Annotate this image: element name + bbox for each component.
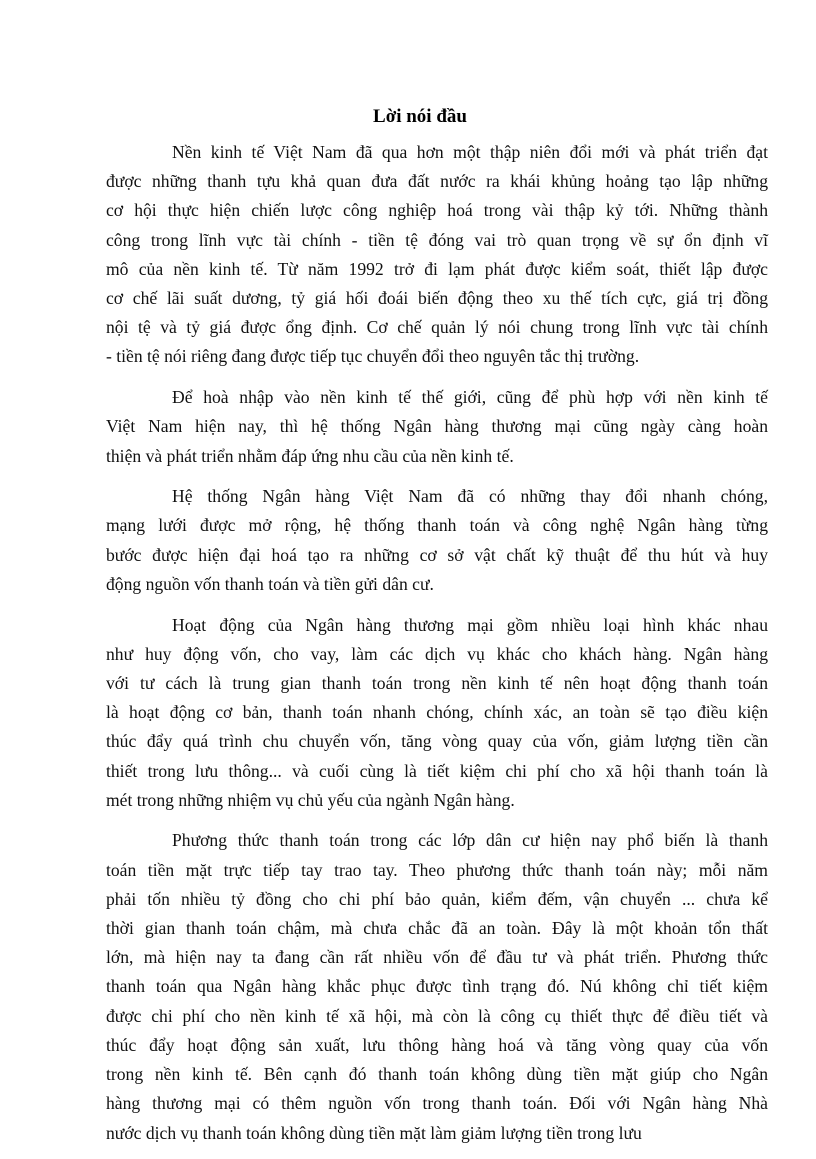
text-line: Hoạt động của Ngân hàng thương mại gồm nhiều loại hình khác nhau [172,614,768,635]
text-line: thúc đẩy quá trình chu chuyển vốn, tăng vòng quay của vốn, giảm lượng tiền cần [106,731,768,752]
text-line: thời gian thanh toán chậm, mà chưa chắc đã an toàn. Đây là một khoản tổn thất [106,918,768,939]
text-line: cơ hội thực hiện chiến lược công nghiệp hoá trong vài thập kỷ tới. Những thành [106,200,768,221]
text-line: Hệ thống Ngân hàng Việt Nam đã có những thay đổi nhanh chóng, [172,486,768,507]
text-line: mạng lưới được mở rộng, hệ thống thanh toán và công nghệ Ngân hàng từng [106,515,768,536]
text-line: được những thanh tựu khả quan đưa đất nước ra khái khủng hoảng tạo lập những [106,171,768,192]
text-line: Để hoà nhập vào nền kinh tế thế giới, cũng để phù hợp với nền kinh tế [172,387,768,408]
text-line: trong nền kinh tế. Bên cạnh đó thanh toán không dùng tiền mặt giúp cho Ngân [106,1064,768,1085]
text-line: Phương thức thanh toán trong các lớp dân cư hiện nay phổ biến là thanh [172,830,768,851]
text-line: mét trong những nhiệm vụ chủ yếu của ngành Ngân hàng. [106,789,515,810]
paragraph-3 [106,482,768,599]
text-line: thúc đẩy hoạt động sản xuất, lưu thông hàng hoá và tăng vòng quay của vốn [106,1034,768,1055]
text-line: thanh toán qua Ngân hàng khắc phục được tình trạng đó. Nú không chỉ tiết kiệm [106,976,768,997]
text-line: hàng thương mại có thêm nguồn vốn trong thanh toán. Đối với Ngân hàng Nhà [106,1093,768,1114]
text-line: mô của nền kinh tế. Từ năm 1992 trở đi lạm phát được kiểm soát, thiết lập được [106,258,768,279]
paragraph-5 [106,826,768,1147]
text-line: nội tệ và tỷ giá được ổng định. Cơ chế quản lý nói chung trong lĩnh vực tài chính [106,317,768,338]
text-line: Việt Nam hiện nay, thì hệ thống Ngân hàng thương mại cũng ngày càng hoàn [106,416,768,437]
text-line: phải tốn nhiều tỷ đồng cho chi phí bảo quản, kiểm đếm, vận chuyển ... chưa kể [106,888,768,909]
text-line: lớn, mà hiện nay ta đang cần rất nhiều vốn để đầu tư và phát triển. Phương thức [106,947,768,968]
text-line: thiện và phát triển nhằm đáp ứng nhu cầu của nền kinh tế. [106,445,514,466]
paragraph-1 [106,138,768,372]
text-line: được chi phí cho nền kinh tế xã hội, mà còn là công cụ thiết thực để điều tiết và [106,1005,768,1026]
text-line: là hoạt động cơ bản, thanh toán nhanh chóng, chính xác, an toàn sẽ tạo điều kiện [106,702,768,723]
text-line: cơ chế lãi suất dương, tỷ giá hối đoái biến động theo xu thế tích cực, giá trị đồng [106,288,768,309]
page-title: Lời nói đầu [373,106,467,127]
text-line: nước dịch vụ thanh toán không dùng tiền mặt làm giảm lượng tiền trong lưu [106,1122,642,1143]
text-line: thiết trong lưu thông... và cuối cùng là tiết kiệm chi phí cho xã hội thanh toán là [106,760,768,781]
text-line: - tiền tệ nói riêng đang được tiếp tục chuyển đổi theo nguyên tắc thị trường. [106,346,640,367]
paragraph-2 [106,383,768,471]
paragraph-4 [106,611,768,815]
text-line: động nguồn vốn thanh toán và tiền gửi dân cư. [106,573,434,594]
text-line: như huy động vốn, cho vay, làm các dịch vụ khác cho khách hàng. Ngân hàng [106,643,768,664]
document-body [106,138,768,1159]
text-line: toán tiền mặt trực tiếp tay trao tay. Theo phương thức thanh toán này; mỗi năm [106,859,768,880]
text-line: Nền kinh tế Việt Nam đã qua hơn một thập niên đổi mới và phát triển đạt [172,142,768,162]
text-line: công trong lĩnh vực tài chính - tiền tệ đóng vai trò quan trọng về sự ổn định vĩ [106,229,768,250]
text-line: với tư cách là trung gian thanh toán trong nền kinh tế nên hoạt động thanh toán [106,672,768,693]
text-line: bước được hiện đại hoá tạo ra những cơ sở vật chất kỹ thuật để thu hút và huy [106,544,768,565]
